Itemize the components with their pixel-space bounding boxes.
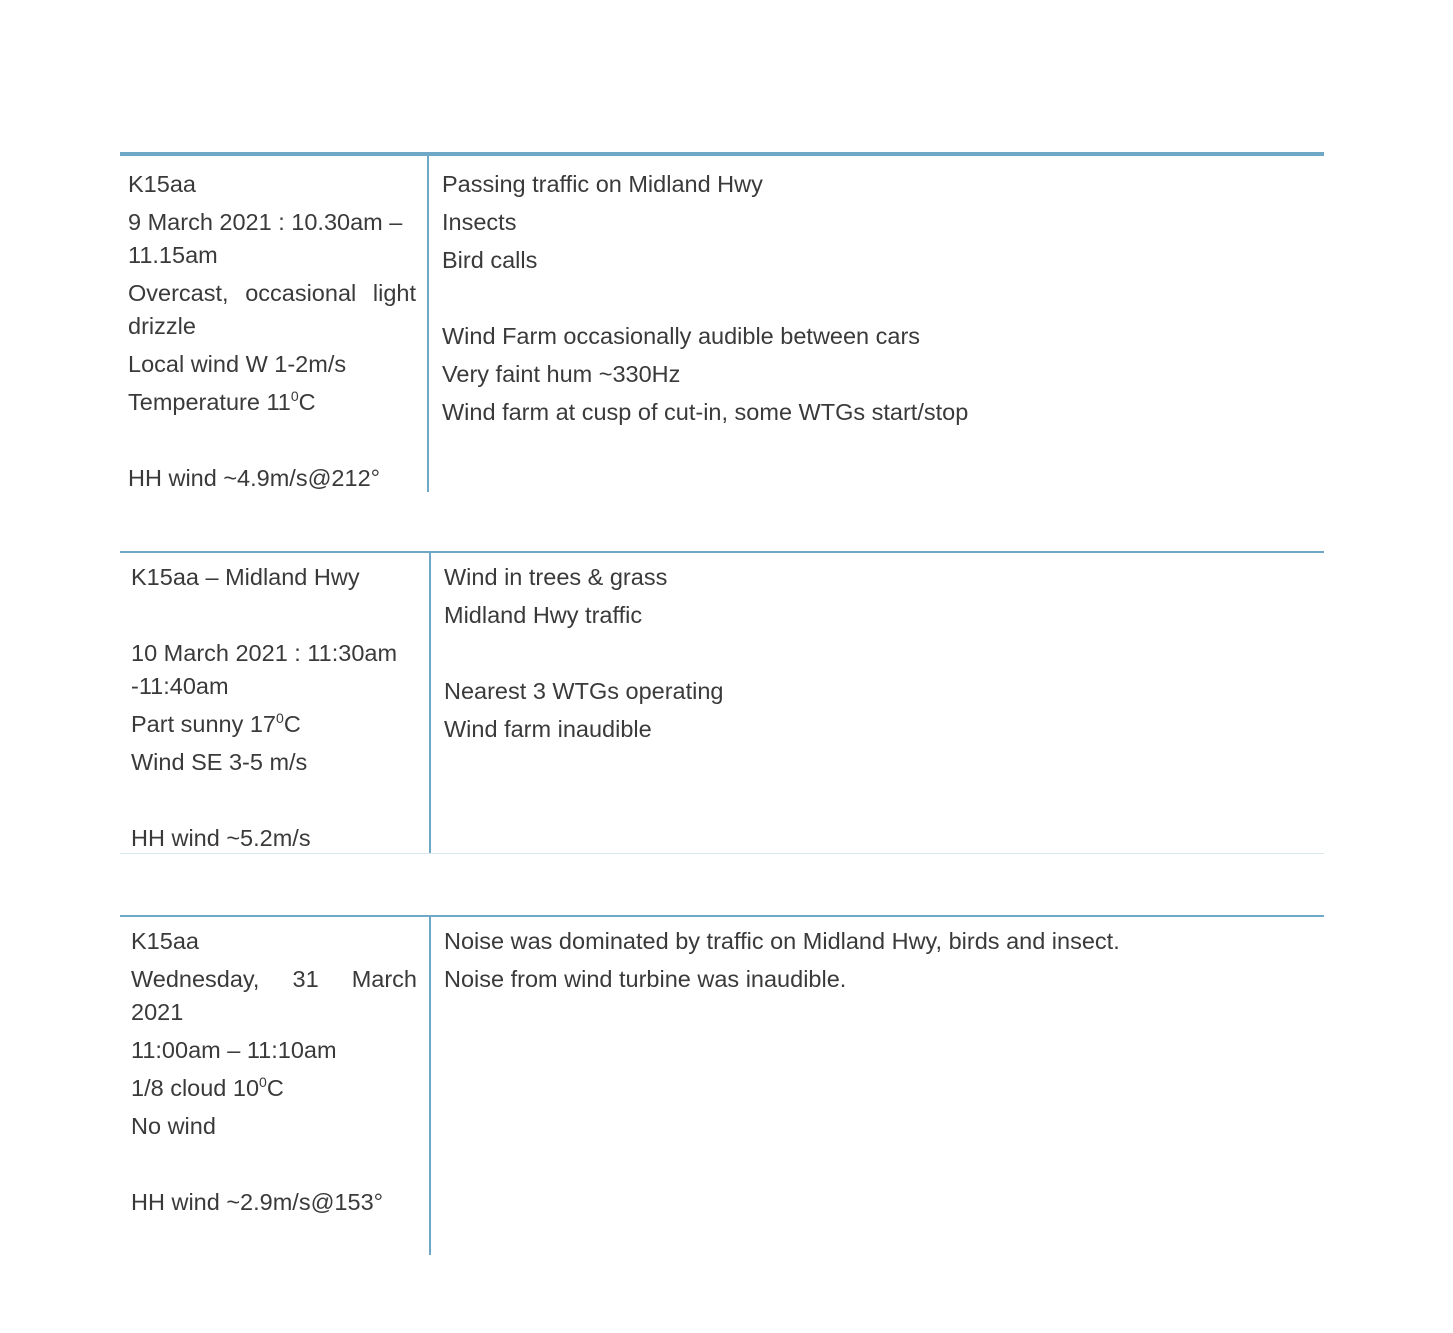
observation-details-1	[120, 168, 414, 500]
observation-table-2	[120, 551, 1324, 854]
observation-notes-3	[444, 925, 1304, 1001]
hub-height-wind: HH wind ~5.2m/s	[131, 825, 311, 851]
note-line: Wind Farm occasionally audible between cars	[442, 323, 921, 349]
weather-conditions: Overcast, occasional light drizzle	[128, 280, 416, 339]
column-divider	[429, 553, 431, 853]
date-time: 10 March 2021 : 11:30am -11:40am	[131, 640, 398, 699]
observation-details-2	[123, 561, 417, 860]
observation-table-3	[120, 915, 1324, 1255]
time-range: 11:00am – 11:10am	[131, 1037, 337, 1063]
local-wind: No wind	[131, 1113, 216, 1139]
date-time: 9 March 2021 : 10.30am – 11.15am	[128, 209, 403, 268]
column-divider	[429, 917, 431, 1255]
note-line: Passing traffic on Midland Hwy	[442, 171, 763, 197]
observation-notes-2	[444, 561, 1304, 751]
observation-notes-1	[442, 168, 1302, 434]
observation-table-1	[120, 152, 1324, 492]
note-line: Wind farm at cusp of cut-in, some WTGs start/stop	[442, 399, 969, 425]
note-line: Midland Hwy traffic	[444, 602, 643, 628]
location-label: K15aa	[128, 171, 196, 197]
local-wind: Local wind W 1-2m/s	[128, 351, 347, 377]
weather-conditions: Part sunny $17^0C$	[131, 710, 301, 737]
local-wind: Wind SE 3-5 m/s	[131, 749, 308, 775]
column-divider	[427, 156, 429, 492]
temperature: Temperature $11^0C$	[128, 388, 316, 415]
note-line: Noise was dominated by traffic on Midland Hwy, birds and insect.	[444, 928, 1120, 954]
note-line: Wind in trees & grass	[444, 564, 668, 590]
note-line: Very faint hum ~330Hz	[442, 361, 681, 387]
location-label: K15aa – Midland Hwy	[131, 564, 360, 590]
note-line: Noise from wind turbine was inaudible.	[444, 966, 847, 992]
weather-conditions: 1/8 cloud $10^0C$	[131, 1074, 284, 1101]
hub-height-wind: HH wind ~4.9m/s@212°	[128, 465, 381, 491]
note-line: Nearest 3 WTGs operating	[444, 678, 724, 704]
location-label: K15aa	[131, 928, 199, 954]
note-line: Insects	[442, 209, 517, 235]
date: Wednesday, 31 March 2021	[131, 966, 417, 1025]
hub-height-wind: HH wind ~2.9m/s@153°	[131, 1189, 384, 1215]
note-line: Bird calls	[442, 247, 538, 273]
note-line: Wind farm inaudible	[444, 716, 652, 742]
observation-details-3	[123, 925, 417, 1224]
